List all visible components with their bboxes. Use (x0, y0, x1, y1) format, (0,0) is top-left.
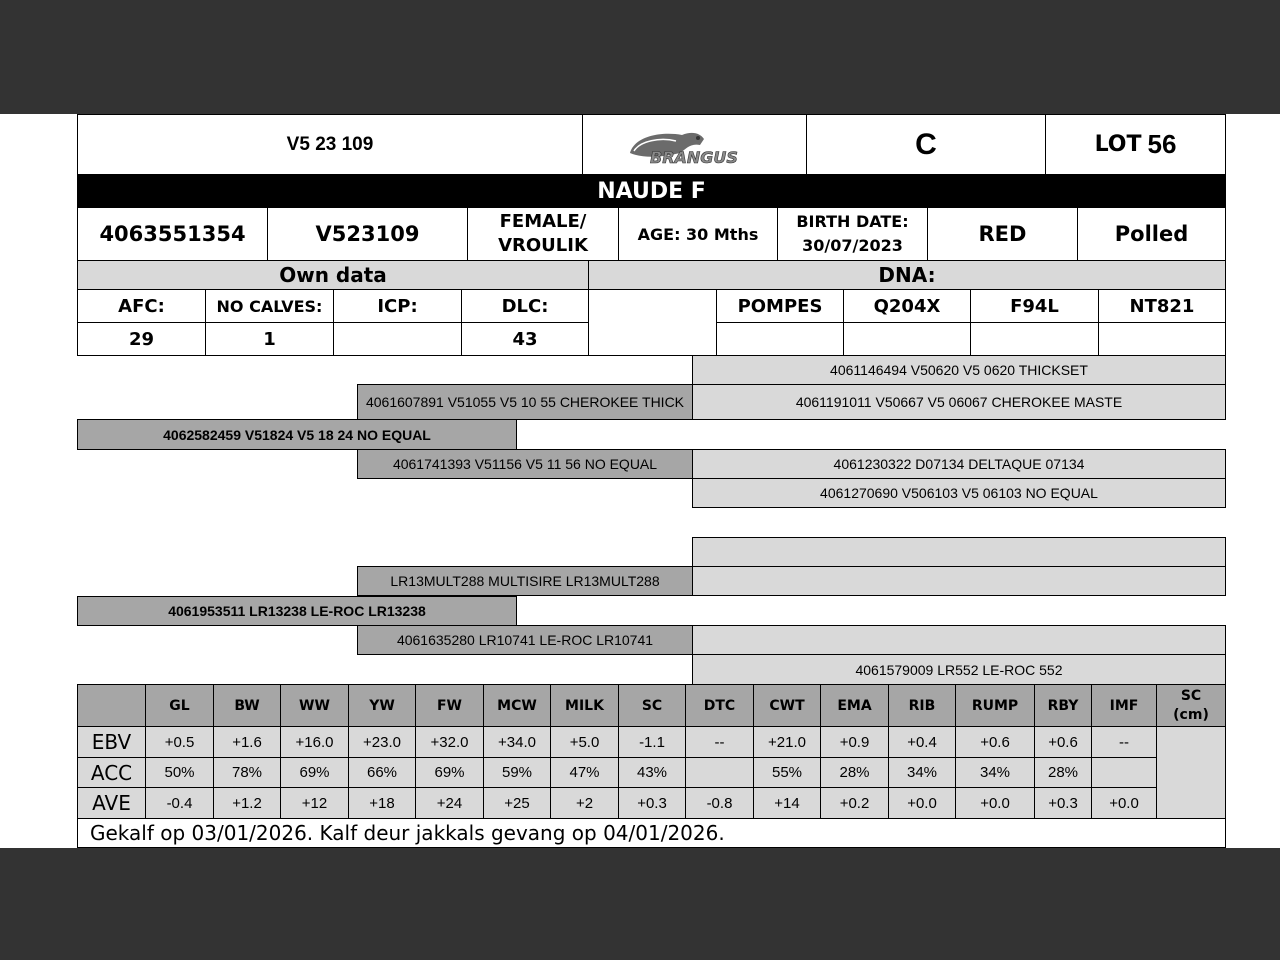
ebv-value: +16.0 (280, 726, 349, 758)
ebv-header-yw: YW (348, 684, 416, 727)
ebv-header-sc-cm (1156, 684, 1226, 727)
ebv-header-bw: BW (213, 684, 281, 727)
ave-value: +0.3 (1034, 787, 1092, 819)
pedigree-dam: 4061953511 LR13238 LE-ROC LR13238 (77, 596, 517, 626)
ebv-header-rby: RBY (1034, 684, 1092, 727)
ave-value: +25 (483, 787, 551, 819)
lot-label: LOT (1094, 132, 1142, 157)
ebv-header-ww: WW (280, 684, 349, 727)
dna-title: DNA: (588, 260, 1226, 290)
pedigree-sire-sire-sire: 4061146494 V50620 V5 0620 THICKSET (692, 355, 1226, 385)
own-data-value-icp (333, 322, 462, 356)
id-code: V5 23 109 (77, 114, 583, 175)
dna-value-f94l (970, 322, 1099, 356)
breeder-name: NAUDE F (77, 174, 1226, 208)
pedigree-sire: 4062582459 V51824 V5 18 24 NO EQUAL (77, 419, 517, 450)
ebv-header-sc: SC (618, 684, 686, 727)
pedigree-sire-dam: 4061741393 V51156 V5 11 56 NO EQUAL (357, 449, 693, 479)
ebv-value: +5.0 (550, 726, 619, 758)
ebv-value: +23.0 (348, 726, 416, 758)
sex-line-1: FEMALE/ (499, 211, 587, 232)
ebv-header-ema: EMA (820, 684, 889, 727)
dna-header-q204x: Q204X (843, 289, 971, 323)
acc-value: 69% (280, 757, 349, 788)
ebv-value: +21.0 (753, 726, 821, 758)
birth-date (777, 207, 928, 261)
lot-sheet (0, 114, 1280, 848)
acc-value: 78% (213, 757, 281, 788)
acc-value: 50% (145, 757, 214, 788)
pedigree-sire-sire-dam: 4061191011 V50667 V5 06067 CHEROKEE MASTE (692, 384, 1226, 420)
pedigree-sire-dam-dam: 4061270690 V506103 V5 06103 NO EQUAL (692, 478, 1226, 508)
animal-tag: V523109 (267, 207, 468, 261)
ave-value: +12 (280, 787, 349, 819)
ebv-value: +0.6 (955, 726, 1035, 758)
ebv-header-rib: RIB (888, 684, 956, 727)
brangus-logo (582, 114, 807, 175)
acc-value (685, 757, 754, 788)
ebv-corner-cell (77, 684, 146, 727)
sex (467, 207, 619, 261)
ave-value: -0.8 (685, 787, 754, 819)
ave-value: +0.0 (1091, 787, 1157, 819)
birth-date-value: 30/07/2023 (802, 236, 903, 255)
horn-status: Polled (1077, 207, 1226, 261)
acc-value: 34% (888, 757, 956, 788)
birth-date-label: BIRTH DATE: (796, 212, 909, 231)
registration-number: 4063551354 (77, 207, 268, 261)
pedigree-dam-sire: LR13MULT288 MULTISIRE LR13MULT288 (357, 566, 693, 596)
dna-header-f94l: F94L (970, 289, 1099, 323)
own-data-value-dlc: 43 (461, 322, 589, 356)
sex-line-2: VROULIK (498, 235, 588, 256)
acc-value (1091, 757, 1157, 788)
acc-value: 55% (753, 757, 821, 788)
pedigree-dam-sire-sire (692, 537, 1226, 567)
svg-text:BRANGUS: BRANGUS (649, 147, 738, 167)
row-label-acc: ACC (77, 757, 146, 788)
ebv-value: -- (685, 726, 754, 758)
pedigree-sire-dam-sire: 4061230322 D07134 DELTAQUE 07134 (692, 449, 1226, 479)
lot-value: 56 (1147, 129, 1177, 159)
age: AGE: 30 Mths (618, 207, 778, 261)
own-data-title: Own data (77, 260, 589, 290)
dna-header-pompes: POMPES (716, 289, 844, 323)
acc-value: 69% (415, 757, 484, 788)
ave-value: -0.4 (145, 787, 214, 819)
ave-value: +0.2 (820, 787, 889, 819)
ebv-header-imf: IMF (1091, 684, 1157, 727)
acc-value: 43% (618, 757, 686, 788)
ebv-header-dtc: DTC (685, 684, 754, 727)
ave-value: +0.0 (955, 787, 1035, 819)
row-label-ave: AVE (77, 787, 146, 819)
acc-value: 47% (550, 757, 619, 788)
ave-value: +2 (550, 787, 619, 819)
pedigree-dam-dam: 4061635280 LR10741 LE-ROC LR10741 (357, 625, 693, 655)
ebv-value: +32.0 (415, 726, 484, 758)
pedigree-dam-dam-dam: 4061579009 LR552 LE-ROC 552 (692, 654, 1226, 685)
own-data-header-icp: ICP: (333, 289, 462, 323)
acc-value: 34% (955, 757, 1035, 788)
sc-cm-line-2: (cm) (1173, 706, 1209, 723)
ave-value: +24 (415, 787, 484, 819)
ebv-value: -- (1091, 726, 1157, 758)
ebv-header-rump: RUMP (955, 684, 1035, 727)
acc-value: 28% (1034, 757, 1092, 788)
grade: C (806, 114, 1046, 175)
ebv-header-fw: FW (415, 684, 484, 727)
ebv-value: +0.4 (888, 726, 956, 758)
ave-value: +0.0 (888, 787, 956, 819)
dna-value-pompes (716, 322, 844, 356)
ebv-header-mcw: MCW (483, 684, 551, 727)
ebv-value: +0.6 (1034, 726, 1092, 758)
pedigree-dam-dam-sire (692, 625, 1226, 655)
acc-value: 28% (820, 757, 889, 788)
ebv-value: +0.5 (145, 726, 214, 758)
sc-cm-line-1: SC (1180, 687, 1202, 704)
ave-value: +0.3 (618, 787, 686, 819)
ave-value: +14 (753, 787, 821, 819)
dna-value-q204x (843, 322, 971, 356)
own-data-header-afc: AFC: (77, 289, 206, 323)
ebv-value: +34.0 (483, 726, 551, 758)
ebv-header-milk: MILK (550, 684, 619, 727)
own-data-value-calves: 1 (205, 322, 334, 356)
ebv-header-cwt: CWT (753, 684, 821, 727)
ebv-value: +0.9 (820, 726, 889, 758)
ave-value: +18 (348, 787, 416, 819)
row-label-ebv: EBV (77, 726, 146, 758)
sc-cm-blank-cell (1156, 726, 1226, 819)
lot-number (1045, 114, 1226, 175)
own-data-header-dlc: DLC: (461, 289, 589, 323)
ebv-value: +1.6 (213, 726, 281, 758)
ave-value: +1.2 (213, 787, 281, 819)
dna-header-nt821: NT821 (1098, 289, 1226, 323)
note: Gekalf op 03/01/2026. Kalf deur jakkals gevang op 04/01/2026. (77, 818, 1226, 848)
colour: RED (927, 207, 1078, 261)
own-data-value-afc: 29 (77, 322, 206, 356)
dna-blank-cell (588, 289, 717, 356)
ebv-value: -1.1 (618, 726, 686, 758)
own-data-header-calves: NO CALVES: (205, 289, 334, 323)
pedigree-dam-sire-dam (692, 566, 1226, 596)
pedigree-sire-sire: 4061607891 V51055 V5 10 55 CHEROKEE THICK (357, 384, 693, 420)
acc-value: 66% (348, 757, 416, 788)
acc-value: 59% (483, 757, 551, 788)
ebv-header-gl: GL (145, 684, 214, 727)
dna-value-nt821 (1098, 322, 1226, 356)
